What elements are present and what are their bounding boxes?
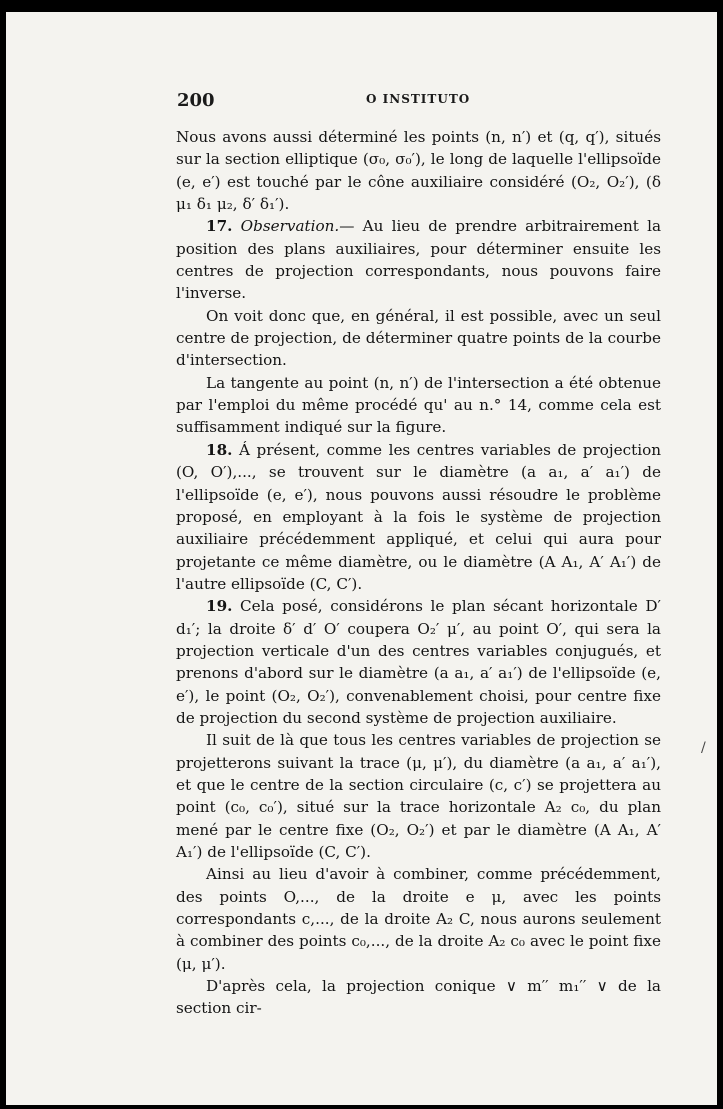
section-number: 19. [206, 597, 233, 616]
paragraph-text: Cela posé, considérons le plan sécant horizontale D′ d₁′; la droite δ′ d′ O′ coupera O₂′ μ′, au point O′, qui sera la projection verticale d'un des centres variables conjugués, et prenons d'abord sur le diamètre (a a₁, a′ a₁′) de l'ellipsoïde (e, e′), le point (O₂, O₂′), convenablement choisi, pour centre fixe de projection du second système de projection auxiliaire. [176, 597, 661, 727]
paragraph: On voit donc que, en général, il est possible, avec un seul centre de projection, de déterminer quatre points de la courbe d'intersection. [176, 306, 661, 370]
paragraph [176, 215, 661, 304]
paragraph-text: — Au lieu de prendre arbitrairement la position des plans auxiliaires, pour déterminer ensuite les centres de projection correspondants, nous pouvons faire l'inverse. [176, 217, 661, 303]
section-number: 17. [206, 217, 233, 236]
paragraph [176, 439, 661, 595]
section-title: Observation. [240, 217, 340, 236]
page-header [6, 90, 717, 114]
page-number: 200 [177, 90, 215, 111]
paragraph: D'après cela, la projection conique ∨ m′′ m₁′′ ∨ de la section cir- [176, 977, 661, 1018]
running-title: O INSTITUTO [366, 92, 471, 106]
paragraph: La tangente au point (n, n′) de l'intersection a été obtenue par l'emploi du même procédé qu' au n.° 14, comme cela est suffisamment indiqué sur la figure. [176, 373, 661, 437]
paragraph: Nous avons aussi déterminé les points (n, n′) et (q, q′), situés sur la section elliptique (σ₀, σ₀′), le long de laquelle l'ellipsoïde (e, e′) est touché par le cône auxiliaire considéré (O₂, O₂′), (δ μ₁ δ₁ μ₂, δ′ δ₁′). [176, 128, 661, 214]
paragraph [176, 595, 661, 729]
paragraph-text: Á présent, comme les centres variables de projection (O, O′),..., se trouvent sur le diamètre (a a₁, a′ a₁′) de l'ellipsoïde (e, e′), nous pouvons aussi résoudre le problème proposé, en employant à la fois le système de projection auxiliaire précédemment appliqué, et celui qui aura pour projetante ce même diamètre, ou le diamètre (A A₁, A′ A₁′) de l'autre ellipsoïde (C, C′). [176, 440, 662, 593]
paragraph: Il suit de là que tous les centres variables de projection se projetterons suivant la trace (μ, μ′), du diamètre (a a₁, a′ a₁′), et que le centre de la section circulaire (c, c′) se projettera au point (c₀, c₀′), situé sur la trace horizontale A₂ c₀, du plan mené par le centre fixe (O₂, O₂′) et par le diamètre (A A₁, A′ A₁′) de l'ellipsoïde (C, C′). [176, 731, 661, 861]
section-number: 18. [206, 440, 233, 459]
paragraph: Ainsi au lieu d'avoir à combiner, comme précédemment, des points O,..., de la droite e μ, avec les points correspondants c,..., de la droite A₂ C, nous aurons seulement à combiner des points c₀,..., de la droite A₂ c₀ avec le point fixe (μ, μ′). [176, 865, 661, 973]
book-page [6, 12, 717, 1105]
body-text [176, 126, 661, 1020]
margin-mark: / [701, 740, 706, 756]
